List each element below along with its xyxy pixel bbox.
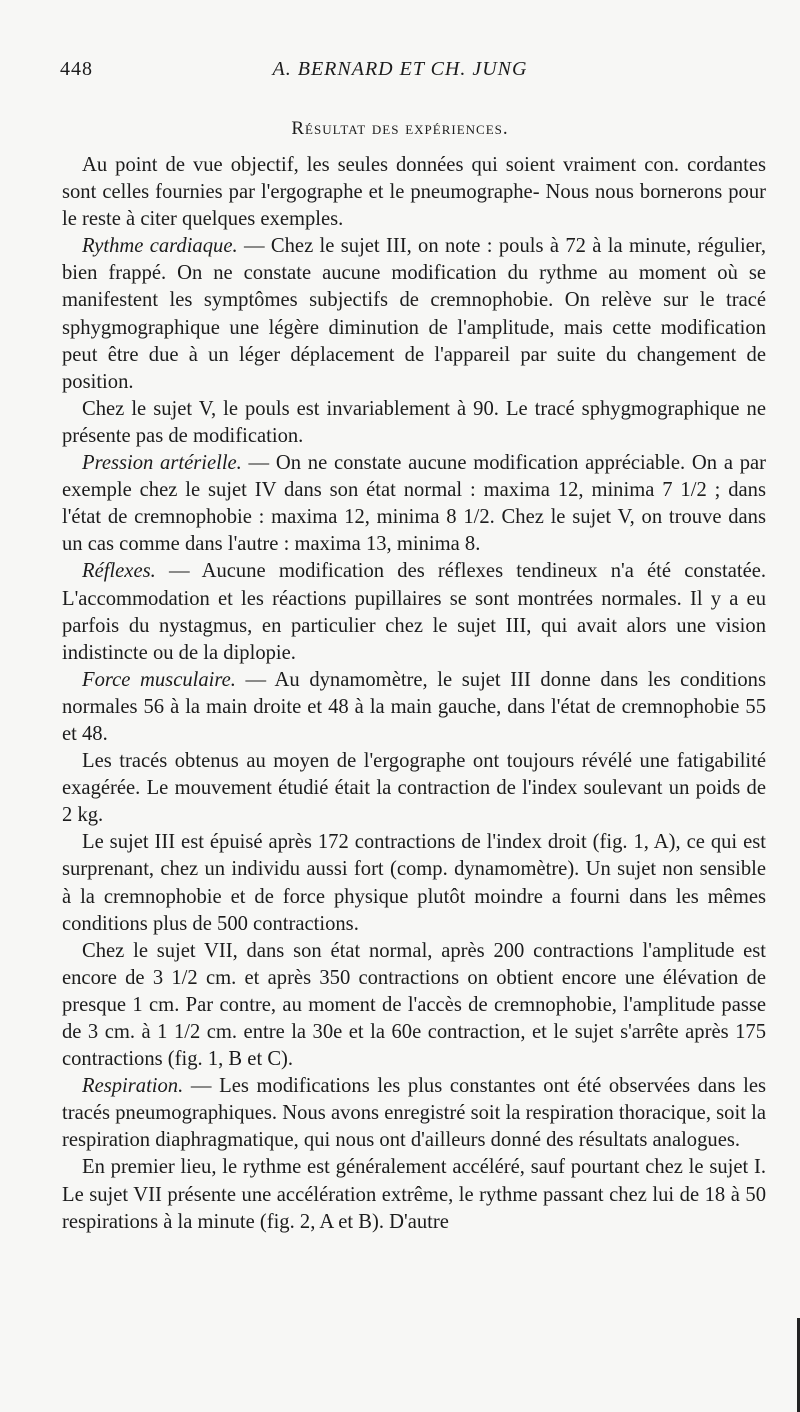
paragraph: Au point de vue objectif, les seules données qui soient vraiment con. cordantes sont celles fournies par l'ergographe et le pneumographe- Nous nous bornerons pour le reste à citer quelques exemples. <box>62 154 766 231</box>
paragraph: Chez le sujet V, le pouls est invariablement à 90. Le tracé sphygmographique ne présente pas de modification. <box>62 397 766 447</box>
paragraph: Respiration. — Les modifications les plus constantes ont été observées dans les tracés pneumographiques. Nous avons enregistré soit la respiration thoracique, soit la respiration diaphragmatique, qui nous ont d'ailleurs donné des résultats analogues. <box>62 1075 766 1152</box>
running-head: A. BERNARD ET CH. JUNG <box>272 58 528 80</box>
paragraph: Le sujet III est épuisé après 172 contractions de l'index droit (fig. 1, A), ce qui est surprenant, chez un individu aussi fort (comp. dynamomètre). Un sujet non sensible à la cremnophobie et de force physique plutôt moindre a fourni dans les mêmes conditions plus de 500 contractions. <box>62 831 766 935</box>
page-number: 448 <box>60 58 93 80</box>
paragraph: Chez le sujet VII, dans son état normal, après 200 contractions l'amplitude est encore de 3 1/2 cm. et après 350 contractions on obtient encore une élévation de presque 1 cm. Par contre, au moment de l'accès de cremnophobie, l'amplitude passe de 3 cm. à 1 1/2 cm. entre la 30e et la 60e contraction, et le sujet s'arrête après 175 contractions (fig. 1, B et C). <box>62 939 766 1071</box>
paragraph-lead: Respiration. <box>82 1075 184 1098</box>
paragraph-lead: Force musculaire. <box>82 668 236 691</box>
body-text <box>62 152 766 1236</box>
paragraph: Pression artérielle. — On ne constate aucune modification appréciable. On a par exemple chez le sujet IV dans son état normal : maxima 12, minima 7 1/2 ; dans l'état de cremnophobie : maxima 12, minima 8 1/2. Chez le sujet V, on trouve dans un cas comme dans l'autre : maxima 13, minima 8. <box>62 452 766 556</box>
paragraph: Les tracés obtenus au moyen de l'ergographe ont toujours révélé une fatigabilité exagérée. Le mouvement étudié était la contraction de l'index soulevant un poids de 2 kg. <box>62 750 766 827</box>
paragraph: En premier lieu, le rythme est généralement accéléré, sauf pourtant chez le sujet I. Le sujet VII présente une accélération extrême, le rythme passant chez lui de 18 à 50 respirations à la minute (fig. 2, A et B). D'autre <box>62 1156 766 1233</box>
paragraph: Force musculaire. — Au dynamomètre, le sujet III donne dans les conditions normales 56 à la main droite et 48 à la main gauche, dans l'état de cremnophobie 55 et 48. <box>62 668 766 745</box>
paragraph: Rythme cardiaque. — Chez le sujet III, on note : pouls à 72 à la minute, régulier, bien frappé. On ne constate aucune modification du rythme au moment où se manifestent les symptômes subjectifs de cremnophobie. On relève sur le tracé sphygmographique une légère diminution de l'amplitude, mais cette modification peut être due à un léger déplacement de l'appareil par suite du changement de position. <box>62 235 766 393</box>
section-title: Résultat des expériences. <box>291 118 509 139</box>
paragraph-lead: Pression artérielle. <box>82 452 242 475</box>
paragraph: Réflexes. — Aucune modification des réflexes tendineux n'a été constatée. L'accommodation et les réactions pupillaires se sont montrées normales. Il y a eu parfois du nystagmus, en particulier chez le sujet III, qui avait alors une vision indistincte ou de la diplopie. <box>62 560 766 664</box>
page-header <box>60 58 740 84</box>
paragraph-lead: Réflexes. <box>82 560 156 583</box>
paragraph-lead: Rythme cardiaque. <box>82 235 238 258</box>
